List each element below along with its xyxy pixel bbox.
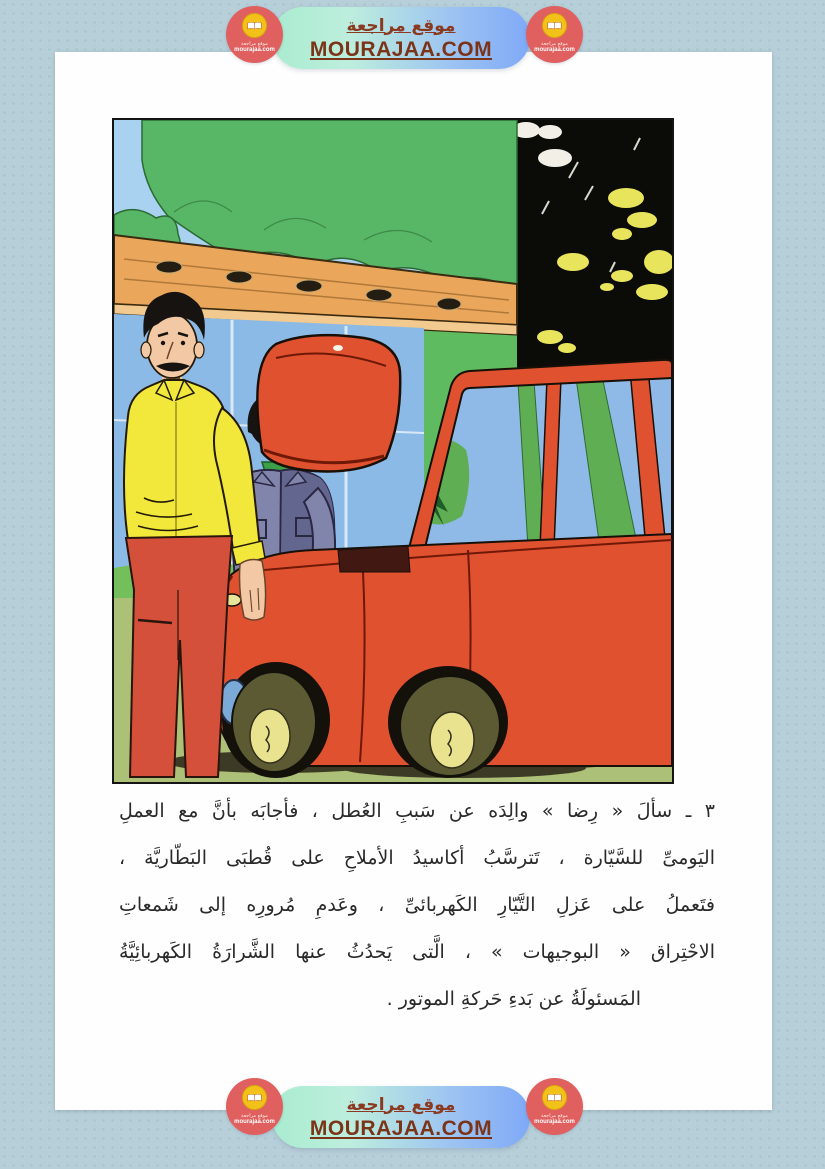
story-illustration (114, 120, 672, 782)
badge-label-en: mourajaa.com (234, 1119, 275, 1125)
book-icon (242, 13, 267, 38)
badge-label-ar: موقع مراجعة (241, 41, 268, 47)
book-icon (542, 13, 567, 38)
book-icon (242, 1085, 267, 1110)
badge-label-en: mourajaa.com (534, 1119, 575, 1125)
badge-label-ar: موقع مراجعة (541, 41, 568, 47)
story-line-3: فتَعملُ على عَزلِ التَّيّارِ الكَهربائىِّ ، وعَدمِ مُرورِه إلى شَمعاتِ (119, 894, 715, 916)
rear-wheel (400, 676, 500, 776)
book-icon (542, 1085, 567, 1110)
car-hood-open (257, 335, 400, 471)
story-illustration-frame (112, 118, 674, 784)
man-hand (240, 560, 266, 620)
site-url-link[interactable]: MOURAJAA.COM (309, 37, 493, 61)
site-banner-bottom[interactable] (272, 1086, 530, 1148)
story-line-5: المَسئولَةُ عن بَدءِ حَركةِ الموتور . (386, 988, 641, 1010)
story-line-4: الاحْتِراق « البوجيهات » ، الَّتى يَحدُثُ عنها الشَّرارَةُ الكَهربائِيَّةُ (119, 941, 715, 963)
site-logo-badge (526, 1078, 583, 1135)
site-logo-badge (226, 6, 283, 63)
story-paragraph (119, 788, 715, 1023)
engine-bay (338, 546, 410, 572)
site-banner-top[interactable] (272, 7, 530, 69)
site-title-arabic[interactable]: موقع مراجعة (346, 1094, 456, 1115)
badge-label-ar: موقع مراجعة (541, 1113, 568, 1119)
story-line-1: ٣ ـ سألَ « رِضا » والِدَه عن سَببِ العُطل ، فأجابَه بأنَّ مع العملِ (119, 800, 715, 822)
site-url-link[interactable]: MOURAJAA.COM (309, 1116, 493, 1140)
story-line-2: اليَومىِّ للسَّيّارة ، تَترسَّبُ أكاسيدُ الأملاحِ على قُطبَى البَطّاريَّة ، (119, 847, 715, 869)
badge-label-en: mourajaa.com (534, 47, 575, 53)
badge-label-ar: موقع مراجعة (241, 1113, 268, 1119)
badge-label-en: mourajaa.com (234, 47, 275, 53)
front-wheel (232, 672, 316, 772)
site-logo-badge (526, 6, 583, 63)
site-logo-badge (226, 1078, 283, 1135)
site-title-arabic[interactable]: موقع مراجعة (346, 15, 456, 36)
